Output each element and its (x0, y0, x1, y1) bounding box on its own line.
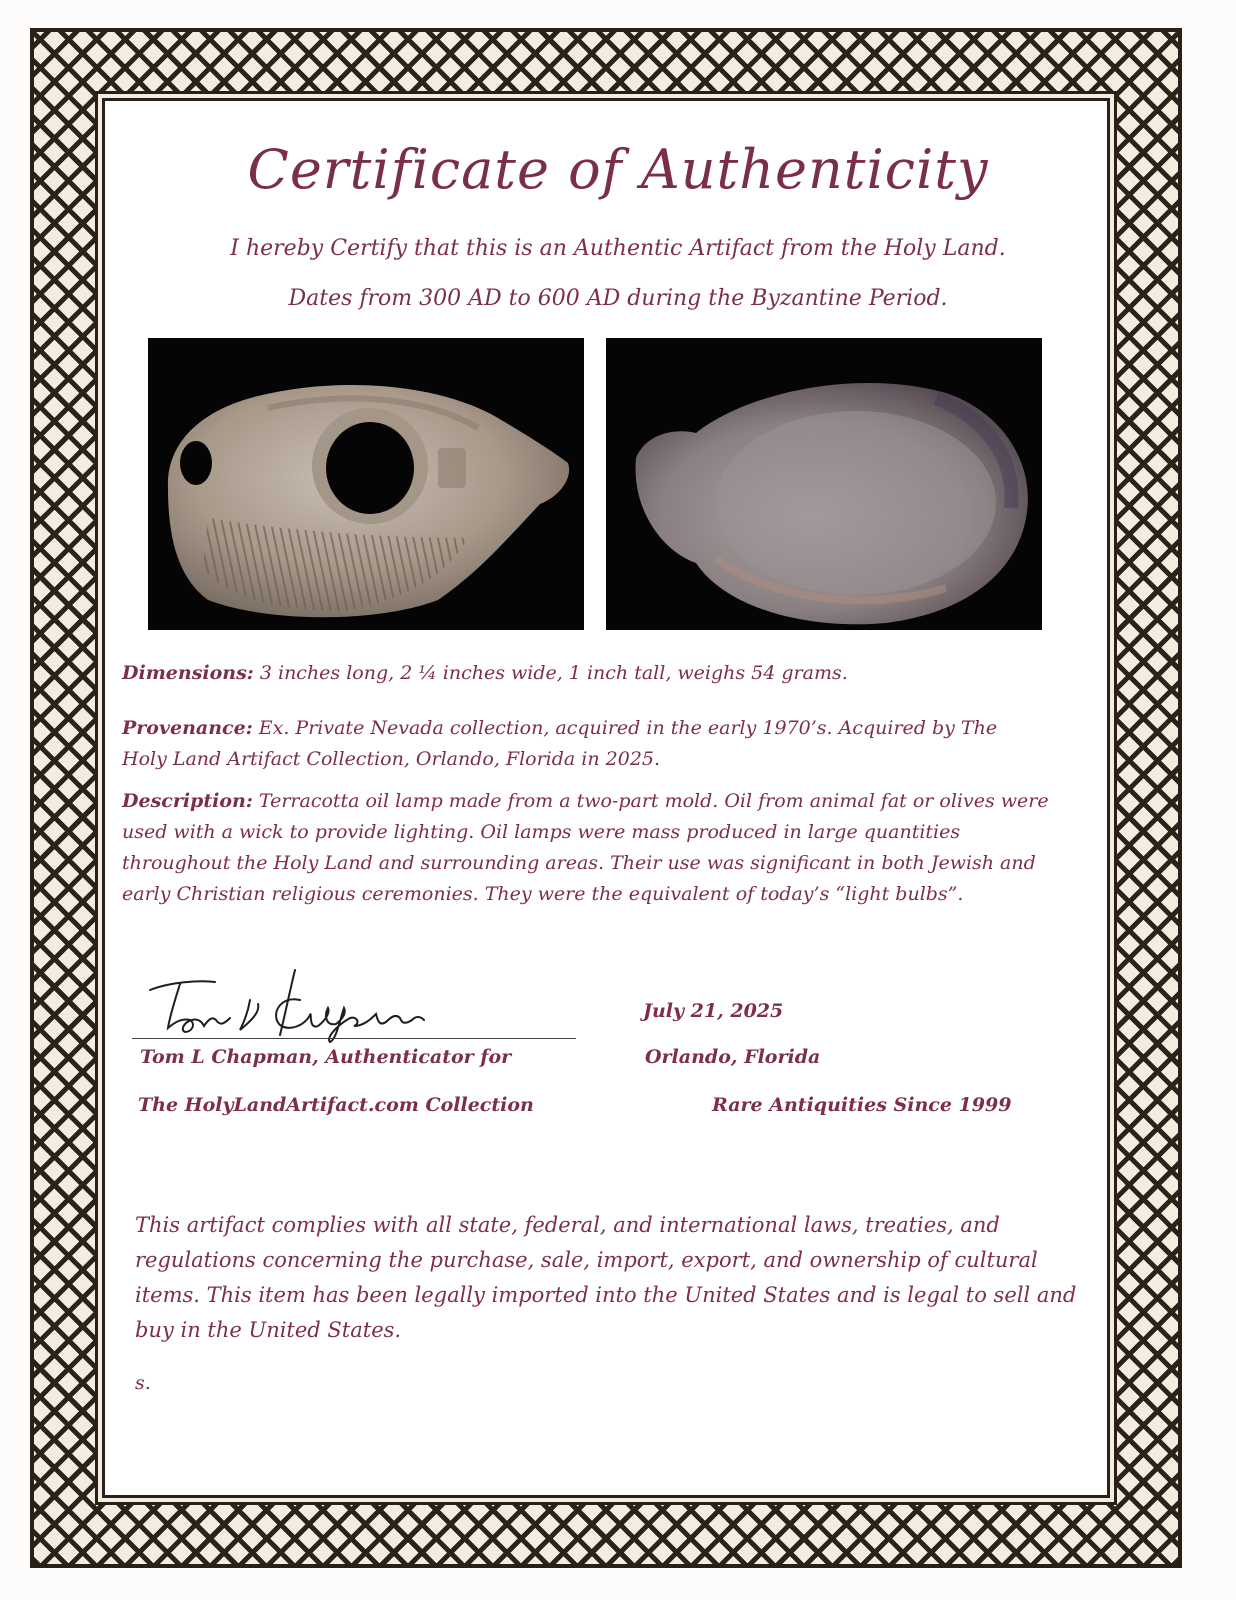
authenticator-name: Tom L Chapman, Authenticator for (140, 1046, 512, 1068)
dimensions-label: Dimensions: (122, 662, 254, 684)
description-paragraph (122, 786, 1052, 910)
certificate-date: July 21, 2025 (643, 1000, 784, 1022)
dating-statement: Dates from 300 AD to 600 AD during the Byzantine Period. (288, 286, 948, 311)
description-label: Description: (122, 790, 253, 812)
signature-line (132, 1038, 576, 1039)
description-text: Terracotta oil lamp made from a two-part mold. Oil from animal fat or olives were used with a wick to provide lighting. Oil lamps were mass produced in large quantities throughout the Holy Land and surrounding areas. Their use was significant in both Jewish and early Christian religious ceremonies. They were the equivalent of today’s “light bulbs”. (122, 790, 1049, 905)
legal-compliance-statement: This artifact complies with all state, federal, and international laws, treaties, and regulations concerning the purchase, sale, import, export, and ownership of cultural items. This item has been legally imported into the United States and is legal to sell and buy in the United States. (135, 1213, 1077, 1342)
footnote-mark: s. (135, 1372, 151, 1394)
collection-name: The HolyLandArtifact.com Collection (138, 1094, 534, 1116)
lamp-photo-bottom-view (606, 338, 1042, 630)
handwritten-signature (140, 960, 500, 1045)
certificate-title: Certificate of Authenticity (247, 138, 989, 201)
lamp-photo-top-view (148, 338, 584, 630)
dimensions-paragraph (122, 658, 1082, 689)
certification-statement: I hereby Certify that this is an Authentic Artifact from the Holy Land. (230, 236, 1006, 261)
provenance-text: Ex. Private Nevada collection, acquired in the early 1970’s. Acquired by The Holy Land Artifact Collection, Orlando, Florida in 2025. (122, 717, 998, 770)
company-tagline: Rare Antiquities Since 1999 (712, 1094, 1012, 1116)
dimensions-text: 3 inches long, 2 ¼ inches wide, 1 inch tall, weighs 54 grams. (259, 662, 848, 684)
provenance-paragraph (122, 713, 1022, 775)
provenance-label: Provenance: (122, 717, 253, 739)
certificate-location: Orlando, Florida (645, 1046, 821, 1068)
